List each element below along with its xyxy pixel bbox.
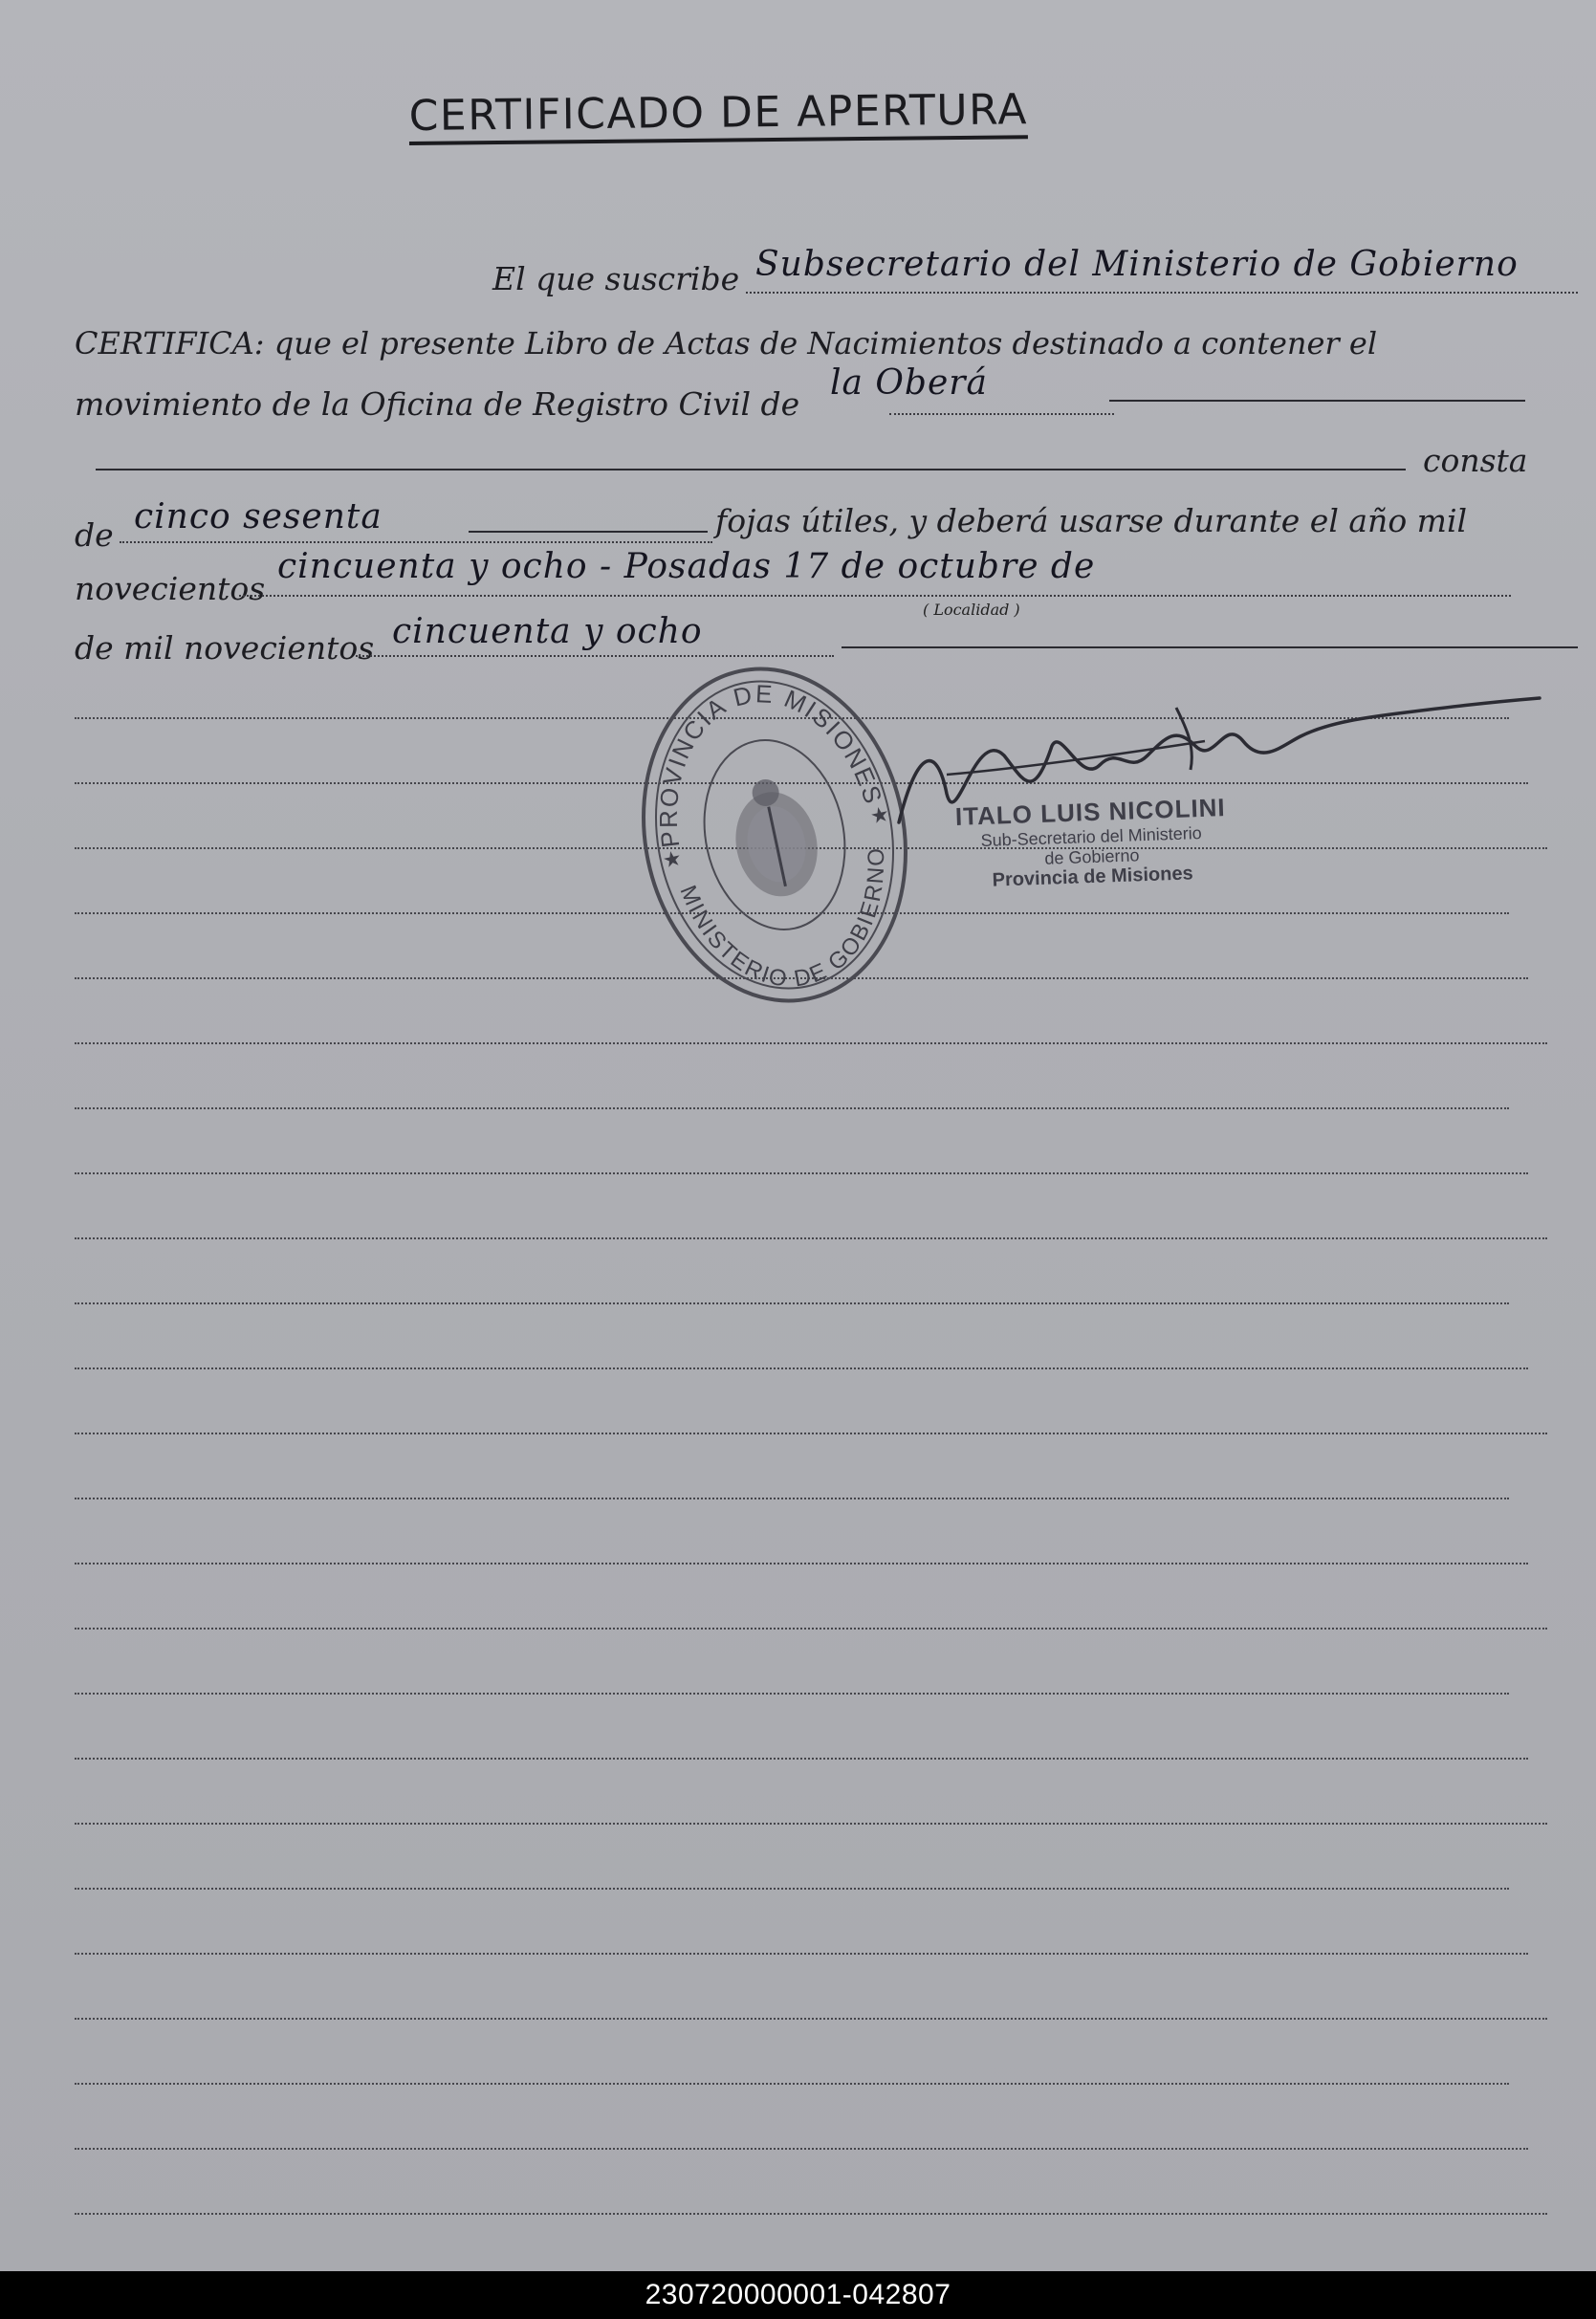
line6-prefix: novecientos xyxy=(75,570,266,607)
line5-rule xyxy=(469,531,708,533)
seal-bottom-text: MINISTERIO DE GOBIERNO xyxy=(674,845,890,993)
line1-fill xyxy=(746,292,1578,294)
ruled-line xyxy=(75,2213,1547,2215)
ruled-line xyxy=(75,1498,1509,1499)
ruled-line xyxy=(75,1433,1547,1434)
line7-rule xyxy=(842,646,1578,648)
line3-prefix: movimiento de la Oficina de Registro Civil de xyxy=(75,385,800,423)
ruled-line xyxy=(75,2083,1509,2085)
ruled-line xyxy=(75,1693,1509,1695)
stamp-province: Provincia de Misiones xyxy=(992,863,1193,891)
ruled-line xyxy=(75,1953,1528,1955)
signature-stamp xyxy=(954,794,1228,893)
line5-prefix: de xyxy=(75,516,114,554)
line7-prefix: de mil novecientos xyxy=(75,629,375,667)
ruled-line xyxy=(75,1563,1528,1564)
ruled-line xyxy=(75,1367,1528,1369)
stamp-name: ITALO LUIS NICOLINI xyxy=(954,793,1227,831)
svg-text:★: ★ xyxy=(867,801,892,830)
ruled-line xyxy=(75,1888,1509,1890)
ruled-line xyxy=(75,2148,1528,2150)
ruled-line xyxy=(75,1823,1547,1825)
line6-handwritten: cincuenta y ocho - Posadas 17 de octubre de xyxy=(277,547,1096,586)
line7-handwritten: cincuenta y ocho xyxy=(392,612,703,651)
line1-prefix: El que suscribe xyxy=(492,260,740,297)
document-id: 230720000001-042807 xyxy=(645,2279,951,2310)
line7-fill xyxy=(356,655,834,657)
ruled-line xyxy=(75,2018,1547,2020)
svg-text:★: ★ xyxy=(660,846,685,874)
seal-top-text: PROVINCIA DE MISIONES xyxy=(653,679,888,849)
line5-fill xyxy=(120,541,712,543)
stamp-role-line2: de Gobierno xyxy=(1044,844,1140,868)
localidad-caption: ( Localidad ) xyxy=(923,601,1020,619)
line3-rule xyxy=(1109,400,1525,402)
ruled-line xyxy=(75,1107,1509,1109)
ruled-line xyxy=(75,1758,1528,1760)
ruled-line xyxy=(75,1237,1547,1239)
footer-bar xyxy=(0,2271,1596,2319)
document-title: CERTIFICADO DE APERTURA xyxy=(408,87,1028,145)
line4-rule xyxy=(96,469,1406,470)
ruled-line xyxy=(75,1042,1547,1044)
line5-handwritten: cinco sesenta xyxy=(134,497,383,536)
ruled-line xyxy=(75,1302,1509,1304)
line1-handwritten: Subsecretario del Ministerio de Gobierno xyxy=(755,245,1519,284)
stamp-role-line1: Sub-Secretario del Ministerio xyxy=(980,822,1202,850)
ruled-line xyxy=(75,1172,1528,1174)
line5-suffix: fojas útiles, y deberá usarse durante el año mil xyxy=(715,502,1468,539)
line3-handwritten: la Oberá xyxy=(830,363,988,403)
ruled-line xyxy=(75,1628,1547,1630)
line3-fill xyxy=(889,413,1114,415)
line2-text: CERTIFICA: que el presente Libro de Actas de Nacimientos destinado a contener el xyxy=(75,325,1378,361)
line4-suffix: consta xyxy=(1423,442,1528,479)
line6-fill xyxy=(239,595,1511,597)
